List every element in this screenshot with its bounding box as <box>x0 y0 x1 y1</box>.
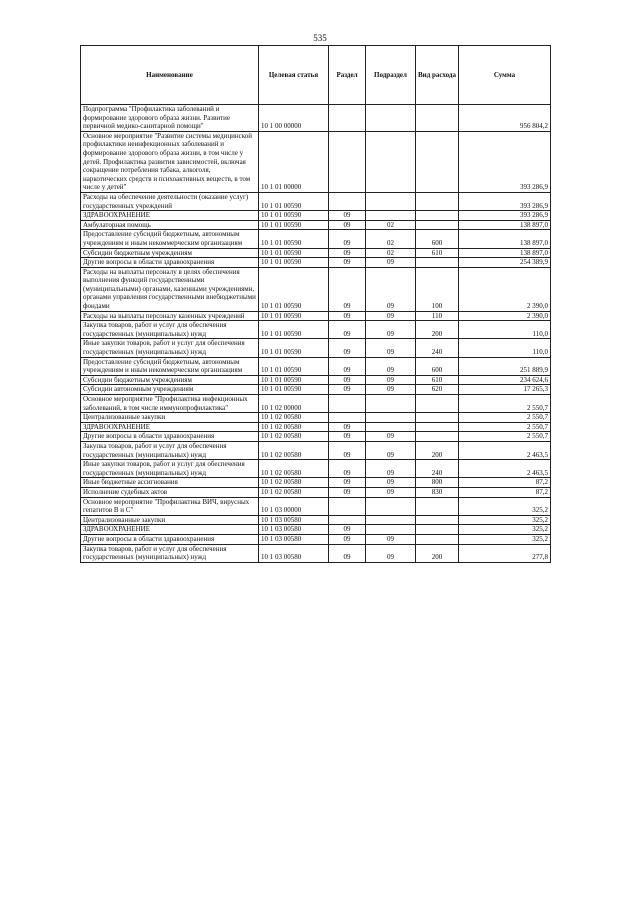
table-row <box>81 211 551 221</box>
cell-type <box>416 105 459 132</box>
cell-name: Основное мероприятие "Развитие системы медицинской профилактики неинфекционных заболеваний и формирование здорового образа жизни, в том числе у детей. Профилактика развития зависимостей, включая сокращение потребления табака, алкоголя, наркотических средств и психоактивных веществ, в том числе у детей" <box>81 131 259 192</box>
cell-subsection: 09 <box>366 432 416 442</box>
cell-type: 620 <box>416 385 459 395</box>
cell-sum: 110,0 <box>459 321 551 339</box>
cell-name: Расходы на выплаты персоналу казенных учреждений <box>81 311 259 321</box>
budget-table <box>80 45 551 563</box>
cell-name: Централизованные закупки <box>81 515 259 525</box>
cell-name: Закупка товаров, работ и услуг для обеспечения государственных (муниципальных) нужд <box>81 321 259 339</box>
table-row <box>81 339 551 357</box>
table-row <box>81 460 551 478</box>
cell-code: 10 1 03 00580 <box>259 525 329 535</box>
table-row <box>81 385 551 395</box>
cell-subsection: 09 <box>366 460 416 478</box>
cell-subsection: 09 <box>366 441 416 459</box>
cell-name: Основное мероприятие "Профилактика инфекционных заболеваний, в том числе иммунопрофилактика" <box>81 395 259 413</box>
cell-sum: 325,2 <box>459 515 551 525</box>
cell-name: Другие вопросы в области здравоохранения <box>81 432 259 442</box>
cell-type <box>416 131 459 192</box>
cell-subsection: 09 <box>366 385 416 395</box>
cell-type <box>416 422 459 432</box>
cell-type <box>416 258 459 268</box>
cell-sum: 234 624,6 <box>459 375 551 385</box>
cell-subsection: 09 <box>366 258 416 268</box>
cell-section <box>329 131 366 192</box>
cell-sum: 138 897,0 <box>459 230 551 248</box>
cell-section: 09 <box>329 441 366 459</box>
cell-sum: 325,2 <box>459 534 551 544</box>
cell-section <box>329 413 366 423</box>
cell-section: 09 <box>329 357 366 375</box>
cell-type: 800 <box>416 478 459 488</box>
table-row <box>81 478 551 488</box>
cell-type <box>416 534 459 544</box>
cell-sum: 2 463,5 <box>459 460 551 478</box>
table-row <box>81 321 551 339</box>
cell-subsection: 02 <box>366 220 416 230</box>
cell-code: 10 1 01 00590 <box>259 267 329 311</box>
cell-subsection: 09 <box>366 487 416 497</box>
cell-code: 10 1 02 00580 <box>259 413 329 423</box>
cell-type <box>416 515 459 525</box>
cell-subsection: 09 <box>366 357 416 375</box>
cell-subsection: 02 <box>366 230 416 248</box>
cell-type: 240 <box>416 460 459 478</box>
cell-sum: 956 804,2 <box>459 105 551 132</box>
cell-code: 10 1 03 00580 <box>259 515 329 525</box>
cell-subsection: 02 <box>366 248 416 258</box>
cell-section: 09 <box>329 220 366 230</box>
cell-name: Подпрограмма "Профилактика заболеваний и формирование здорового образа жизни. Развитие первичной медико-санитарной помощи" <box>81 105 259 132</box>
cell-section: 09 <box>329 525 366 535</box>
cell-section: 09 <box>329 321 366 339</box>
cell-sum: 325,2 <box>459 525 551 535</box>
cell-section: 09 <box>329 230 366 248</box>
header-section: Раздел <box>329 46 366 105</box>
cell-sum: 138 897,0 <box>459 220 551 230</box>
cell-name: ЗДРАВООХРАНЕНИЕ <box>81 525 259 535</box>
cell-name: ЗДРАВООХРАНЕНИЕ <box>81 422 259 432</box>
cell-type: 600 <box>416 230 459 248</box>
cell-type <box>416 432 459 442</box>
cell-code: 10 1 01 00590 <box>259 339 329 357</box>
cell-code: 10 1 01 00590 <box>259 258 329 268</box>
cell-name: Предоставление субсидий бюджетным, автономным учреждениям и иным некоммерческим организациям <box>81 230 259 248</box>
table-row <box>81 131 551 192</box>
cell-name: Иные закупки товаров, работ и услуг для обеспечения государственных (муниципальных) нужд <box>81 339 259 357</box>
cell-code: 10 1 00 00000 <box>259 105 329 132</box>
cell-type: 610 <box>416 375 459 385</box>
cell-code: 10 1 01 00590 <box>259 321 329 339</box>
cell-section: 09 <box>329 311 366 321</box>
cell-subsection <box>366 413 416 423</box>
cell-sum: 2 390,0 <box>459 267 551 311</box>
cell-code: 10 1 01 00590 <box>259 248 329 258</box>
cell-section: 09 <box>329 339 366 357</box>
cell-code: 10 1 01 00000 <box>259 131 329 192</box>
cell-name: Иные закупки товаров, работ и услуг для обеспечения государственных (муниципальных) нужд <box>81 460 259 478</box>
cell-subsection <box>366 105 416 132</box>
table-row <box>81 487 551 497</box>
cell-sum: 2 550,7 <box>459 422 551 432</box>
cell-subsection <box>366 131 416 192</box>
cell-section: 09 <box>329 432 366 442</box>
table-row <box>81 525 551 535</box>
cell-name: Другие вопросы в области здравоохранения <box>81 258 259 268</box>
cell-section: 09 <box>329 460 366 478</box>
cell-code: 10 1 01 00590 <box>259 375 329 385</box>
table-row <box>81 258 551 268</box>
cell-type <box>416 395 459 413</box>
cell-type <box>416 413 459 423</box>
table-row <box>81 248 551 258</box>
cell-section: 09 <box>329 487 366 497</box>
cell-sum: 2 550,7 <box>459 413 551 423</box>
cell-type: 830 <box>416 487 459 497</box>
cell-name: Субсидии бюджетным учреждениям <box>81 248 259 258</box>
table-row <box>81 515 551 525</box>
table-row <box>81 441 551 459</box>
cell-section: 09 <box>329 385 366 395</box>
cell-sum: 110,0 <box>459 339 551 357</box>
table-row <box>81 534 551 544</box>
cell-subsection: 09 <box>366 339 416 357</box>
table-row <box>81 375 551 385</box>
cell-code: 10 1 02 00580 <box>259 460 329 478</box>
cell-code: 10 1 02 00580 <box>259 478 329 488</box>
cell-sum: 2 463,5 <box>459 441 551 459</box>
table-row <box>81 432 551 442</box>
cell-type: 200 <box>416 441 459 459</box>
cell-name: Исполнение судебных актов <box>81 487 259 497</box>
cell-code: 10 1 03 00580 <box>259 534 329 544</box>
cell-sum: 2 550,7 <box>459 395 551 413</box>
cell-type: 100 <box>416 267 459 311</box>
table-row <box>81 311 551 321</box>
cell-sum: 393 286,9 <box>459 192 551 210</box>
cell-name: Расходы на выплаты персоналу в целях обеспечения выполнения функций государственными (муниципальными) органами, казенными учреждениями, органами управления государственными внебюджетными фондами <box>81 267 259 311</box>
cell-code: 10 1 02 00580 <box>259 432 329 442</box>
cell-type: 200 <box>416 321 459 339</box>
cell-section <box>329 105 366 132</box>
cell-section: 09 <box>329 375 366 385</box>
header-subsection: Подраздел <box>366 46 416 105</box>
table-row <box>81 497 551 515</box>
cell-sum: 254 389,9 <box>459 258 551 268</box>
page-number: 535 <box>313 33 327 43</box>
cell-sum: 325,2 <box>459 497 551 515</box>
cell-sum: 2 390,0 <box>459 311 551 321</box>
cell-sum: 251 889,9 <box>459 357 551 375</box>
cell-name: Централизованные закупки <box>81 413 259 423</box>
cell-section: 09 <box>329 211 366 221</box>
cell-code: 10 1 01 00590 <box>259 192 329 210</box>
cell-type: 610 <box>416 248 459 258</box>
cell-section <box>329 395 366 413</box>
cell-subsection: 09 <box>366 321 416 339</box>
cell-name: Закупка товаров, работ и услуг для обеспечения государственных (муниципальных) нужд <box>81 544 259 562</box>
cell-subsection: 09 <box>366 478 416 488</box>
cell-name: ЗДРАВООХРАНЕНИЕ <box>81 211 259 221</box>
cell-code: 10 1 01 00590 <box>259 230 329 248</box>
cell-subsection <box>366 192 416 210</box>
cell-subsection <box>366 422 416 432</box>
cell-code: 10 1 01 00590 <box>259 311 329 321</box>
cell-name: Субсидии автономным учреждениям <box>81 385 259 395</box>
cell-type <box>416 220 459 230</box>
cell-sum: 87,2 <box>459 478 551 488</box>
cell-sum: 393 286,9 <box>459 211 551 221</box>
cell-section: 09 <box>329 478 366 488</box>
cell-sum: 87,2 <box>459 487 551 497</box>
header-name: Наименование <box>81 46 259 105</box>
cell-type: 200 <box>416 544 459 562</box>
table-row <box>81 267 551 311</box>
cell-subsection <box>366 525 416 535</box>
cell-sum: 138 897,0 <box>459 248 551 258</box>
cell-subsection: 09 <box>366 544 416 562</box>
cell-code: 10 1 01 00590 <box>259 385 329 395</box>
table-row <box>81 105 551 132</box>
cell-code: 10 1 02 00580 <box>259 422 329 432</box>
cell-code: 10 1 01 00590 <box>259 220 329 230</box>
table-row <box>81 357 551 375</box>
table-row <box>81 413 551 423</box>
cell-section <box>329 515 366 525</box>
header-type: Вид расхода <box>416 46 459 105</box>
table-row <box>81 192 551 210</box>
cell-sum: 17 265,3 <box>459 385 551 395</box>
cell-name: Расходы на обеспечение деятельности (оказание услуг) государственных учреждений <box>81 192 259 210</box>
cell-type <box>416 211 459 221</box>
cell-code: 10 1 01 00590 <box>259 357 329 375</box>
cell-sum: 2 550,7 <box>459 432 551 442</box>
cell-code: 10 1 02 00580 <box>259 487 329 497</box>
cell-sum: 393 286,9 <box>459 131 551 192</box>
cell-subsection: 09 <box>366 534 416 544</box>
cell-section: 09 <box>329 258 366 268</box>
cell-section: 09 <box>329 422 366 432</box>
cell-section: 09 <box>329 248 366 258</box>
table-row <box>81 422 551 432</box>
cell-section: 09 <box>329 267 366 311</box>
cell-code: 10 1 03 00580 <box>259 544 329 562</box>
cell-code: 10 1 02 00000 <box>259 395 329 413</box>
cell-name: Закупка товаров, работ и услуг для обеспечения государственных (муниципальных) нужд <box>81 441 259 459</box>
table-row <box>81 230 551 248</box>
cell-code: 10 1 01 00590 <box>259 211 329 221</box>
cell-subsection: 09 <box>366 311 416 321</box>
cell-section: 09 <box>329 544 366 562</box>
cell-subsection <box>366 515 416 525</box>
cell-section: 09 <box>329 534 366 544</box>
table-row <box>81 544 551 562</box>
table-header-row <box>81 46 551 105</box>
cell-section <box>329 192 366 210</box>
cell-name: Амбулаторная помощь <box>81 220 259 230</box>
cell-subsection: 09 <box>366 375 416 385</box>
cell-subsection <box>366 211 416 221</box>
table-row <box>81 395 551 413</box>
cell-name: Основное мероприятие "Профилактика ВИЧ, вирусных гепатитов В и С" <box>81 497 259 515</box>
header-code: Целевая статья <box>259 46 329 105</box>
cell-code: 10 1 03 00000 <box>259 497 329 515</box>
cell-type: 240 <box>416 339 459 357</box>
cell-type: 110 <box>416 311 459 321</box>
cell-name: Предоставление субсидий бюджетным, автономным учреждениям и иным некоммерческим организациям <box>81 357 259 375</box>
cell-name: Другие вопросы в области здравоохранения <box>81 534 259 544</box>
cell-code: 10 1 02 00580 <box>259 441 329 459</box>
cell-type <box>416 497 459 515</box>
cell-type <box>416 192 459 210</box>
cell-name: Иные бюджетные ассигнования <box>81 478 259 488</box>
cell-subsection: 09 <box>366 267 416 311</box>
cell-subsection <box>366 497 416 515</box>
cell-subsection <box>366 395 416 413</box>
cell-type: 600 <box>416 357 459 375</box>
header-sum: Сумма <box>459 46 551 105</box>
cell-sum: 277,8 <box>459 544 551 562</box>
cell-section <box>329 497 366 515</box>
table-row <box>81 220 551 230</box>
cell-name: Субсидии бюджетным учреждениям <box>81 375 259 385</box>
cell-type <box>416 525 459 535</box>
